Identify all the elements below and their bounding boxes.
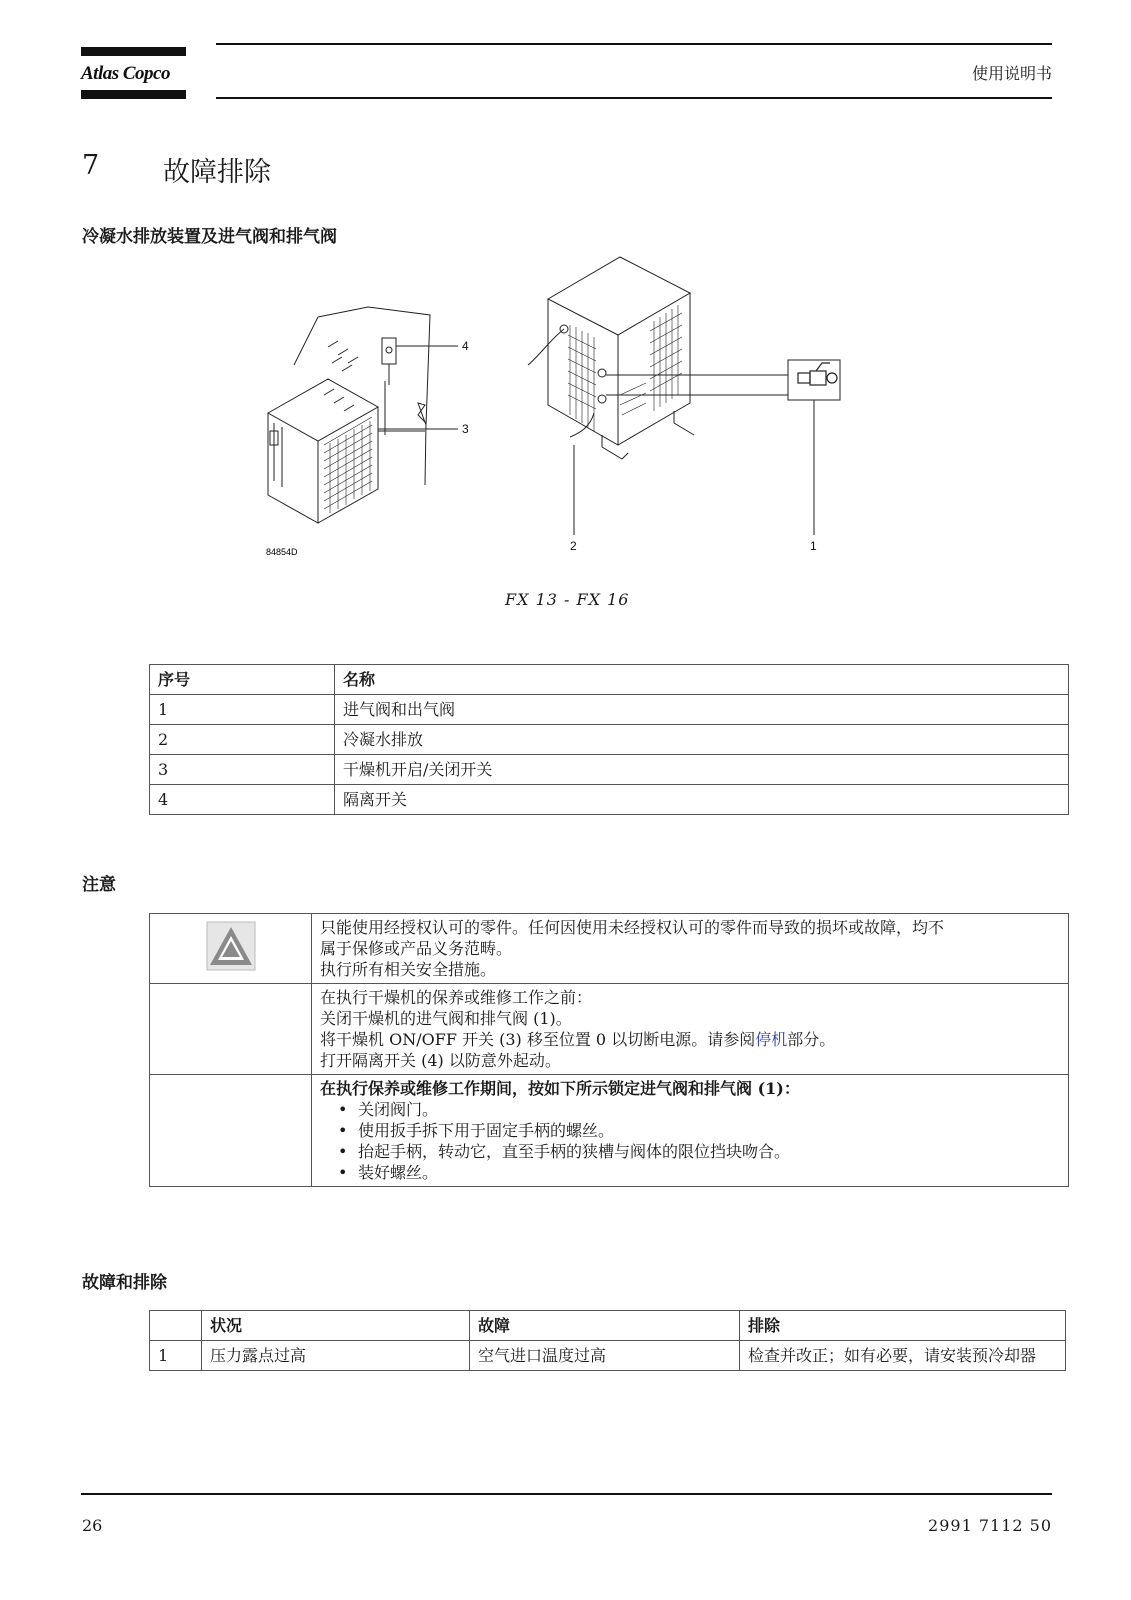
header-rule-top (216, 43, 1052, 45)
notice-text-1 (312, 914, 1069, 984)
notice-line (320, 1029, 1060, 1050)
cell-index: 3 (150, 755, 335, 785)
cell-index: 2 (150, 725, 335, 755)
notice-text: 部分。 (787, 1030, 836, 1049)
callout-4: 4 (462, 339, 469, 353)
header-index (150, 1311, 202, 1341)
parts-table (149, 664, 1069, 815)
notice-line: 打开隔离开关 (4) 以防意外起动。 (320, 1051, 561, 1070)
document-number: 2991 7112 50 (928, 1516, 1052, 1535)
cell-remedy: 检查并改正；如有必要，请安装预冷却器 (740, 1341, 1066, 1371)
table-header-row (150, 1311, 1066, 1341)
cell-condition: 压力露点过高 (202, 1341, 470, 1371)
section-title-condensate: 冷凝水排放装置及进气阀和排气阀 (82, 227, 337, 247)
list-item: • 使用扳手拆下用于固定手柄的螺丝。 (358, 1120, 1060, 1141)
cell-name: 冷凝水排放 (335, 725, 1069, 755)
cell-index: 1 (150, 1341, 202, 1371)
notice-line: 只能使用经授权认可的零件。任何因使用未经授权认可的零件而导致的损坏或故障，均不 (320, 918, 945, 937)
header-condition: 状况 (202, 1311, 470, 1341)
footer-rule (81, 1493, 1052, 1495)
dryer-illustration (250, 255, 890, 575)
cell-name: 进气阀和出气阀 (335, 695, 1069, 725)
chapter-title: 故障排除 (163, 157, 271, 188)
header-fault: 故障 (470, 1311, 740, 1341)
callout-2: 2 (570, 539, 577, 553)
notice-line: 属于保修或产品义务范畴。 (320, 939, 513, 958)
document-type: 使用说明书 (971, 64, 1052, 83)
notice-text-3 (312, 1075, 1069, 1187)
logo-bar-bottom (81, 90, 186, 99)
shutdown-link[interactable]: 停机 (755, 1030, 788, 1049)
section-title-notice: 注意 (82, 875, 116, 895)
table-row (150, 725, 1069, 755)
chapter-number: 7 (82, 150, 100, 181)
cell-fault: 空气进口温度过高 (470, 1341, 740, 1371)
page-number: 26 (82, 1516, 103, 1535)
section-title-faults: 故障和排除 (82, 1273, 167, 1293)
header-rule-bottom (216, 97, 1052, 99)
warning-triangle-icon (206, 921, 256, 971)
header-name: 名称 (335, 665, 1069, 695)
figure-code: 84854D (266, 547, 298, 557)
list-item: • 关闭阀门。 (358, 1099, 1060, 1120)
header-index: 序号 (150, 665, 335, 695)
list-item: • 抬起手柄，转动它，直至手柄的狭槽与阀体的限位挡块吻合。 (358, 1141, 1060, 1162)
callout-3: 3 (462, 422, 469, 436)
table-header-row (150, 665, 1069, 695)
list-item: • 装好螺丝。 (358, 1162, 1060, 1183)
logo-bar-top (81, 47, 186, 56)
notice-text-2 (312, 984, 1069, 1075)
notice-line: 执行所有相关安全措施。 (320, 960, 497, 979)
cell-index: 4 (150, 785, 335, 815)
notice-table (149, 913, 1069, 1187)
notice-row (150, 914, 1069, 984)
figure-caption: FX 13 - FX 16 (505, 590, 630, 609)
notice-icon-cell (150, 914, 312, 984)
notice-heading: 在执行保养或维修工作期间，按如下所示锁定进气阀和排气阀 (1)： (320, 1079, 800, 1098)
notice-text: 将干燥机 ON/OFF 开关 (3) 移至位置 0 以切断电源。请参阅 (320, 1030, 756, 1049)
cell-name: 隔离开关 (335, 785, 1069, 815)
notice-empty-cell (150, 984, 312, 1075)
cell-index: 1 (150, 695, 335, 725)
fault-table (149, 1310, 1066, 1371)
notice-line: 在执行干燥机的保养或维修工作之前： (320, 988, 593, 1007)
table-row (150, 785, 1069, 815)
notice-row (150, 984, 1069, 1075)
notice-empty-cell (150, 1075, 312, 1187)
table-row (150, 695, 1069, 725)
table-row (150, 1341, 1066, 1371)
brand-logo: Atlas Copco (81, 63, 170, 84)
cell-name: 干燥机开启/关闭开关 (335, 755, 1069, 785)
lock-steps-list (320, 1099, 1060, 1183)
header-remedy: 排除 (740, 1311, 1066, 1341)
notice-line: 关闭干燥机的进气阀和排气阀 (1)。 (320, 1009, 572, 1028)
table-row (150, 755, 1069, 785)
notice-row (150, 1075, 1069, 1187)
callout-1: 1 (810, 539, 817, 553)
